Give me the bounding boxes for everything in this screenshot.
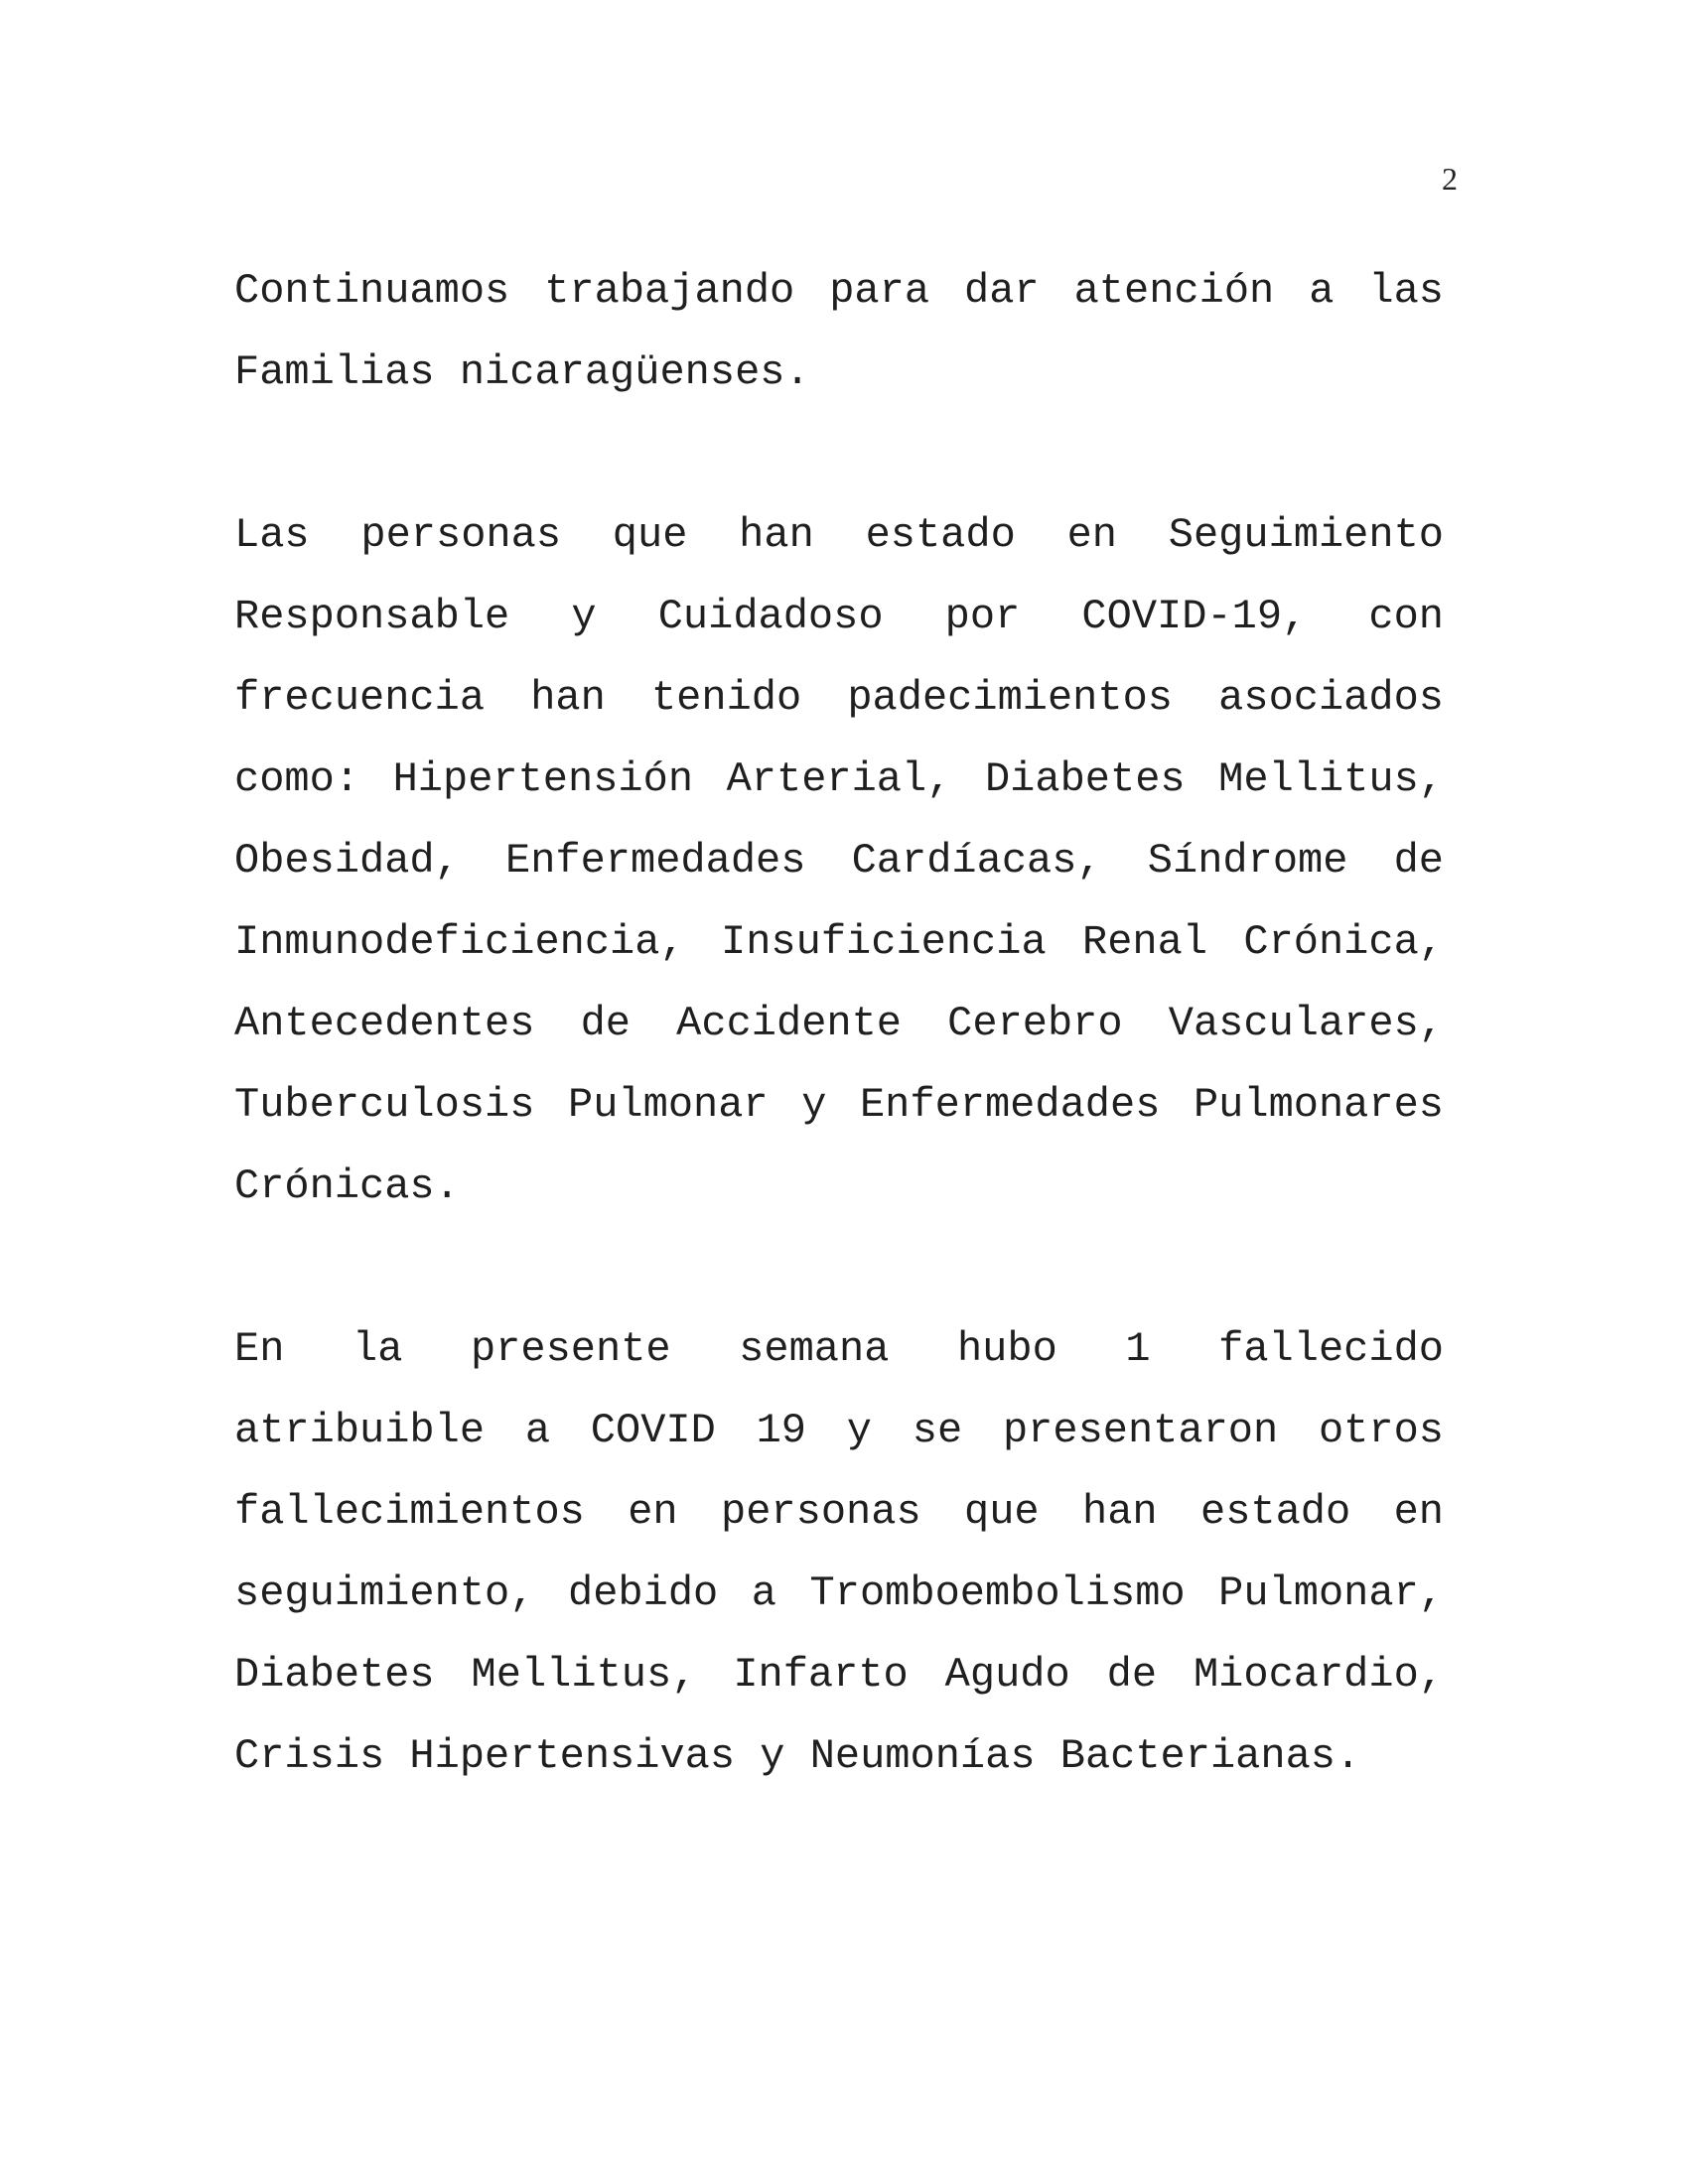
paragraph-associated-conditions: Las personas que han estado en Seguimiento Responsable y Cuidadoso por COVID-19, con frecuencia han tenido padecimientos asociados como: Hipertensión Arterial, Diabetes Mellitus, Obesidad, Enfermedades Cardíacas, Síndrome de Inmunodeficiencia, Insuficiencia Renal Crónica, Antecedentes de Accidente Cerebro Vasculares, Tuberculosis Pulmonar y Enfermedades Pulmonares Crónicas.: [234, 511, 1444, 1210]
document-body: [234, 250, 1444, 1797]
paragraph-attention: Continuamos trabajando para dar atención a las Familias nicaragüenses.: [234, 267, 1444, 396]
page-number: 2: [1442, 161, 1458, 197]
paragraph-deaths-report: En la presente semana hubo 1 fallecido atribuible a COVID 19 y se presentaron otros fallecimientos en personas que han estado en seguimiento, debido a Tromboembolismo Pulmonar, Diabetes Mellitus, Infarto Agudo de Miocardio, Crisis Hipertensivas y Neumonías Bacterianas.: [234, 1325, 1444, 1780]
